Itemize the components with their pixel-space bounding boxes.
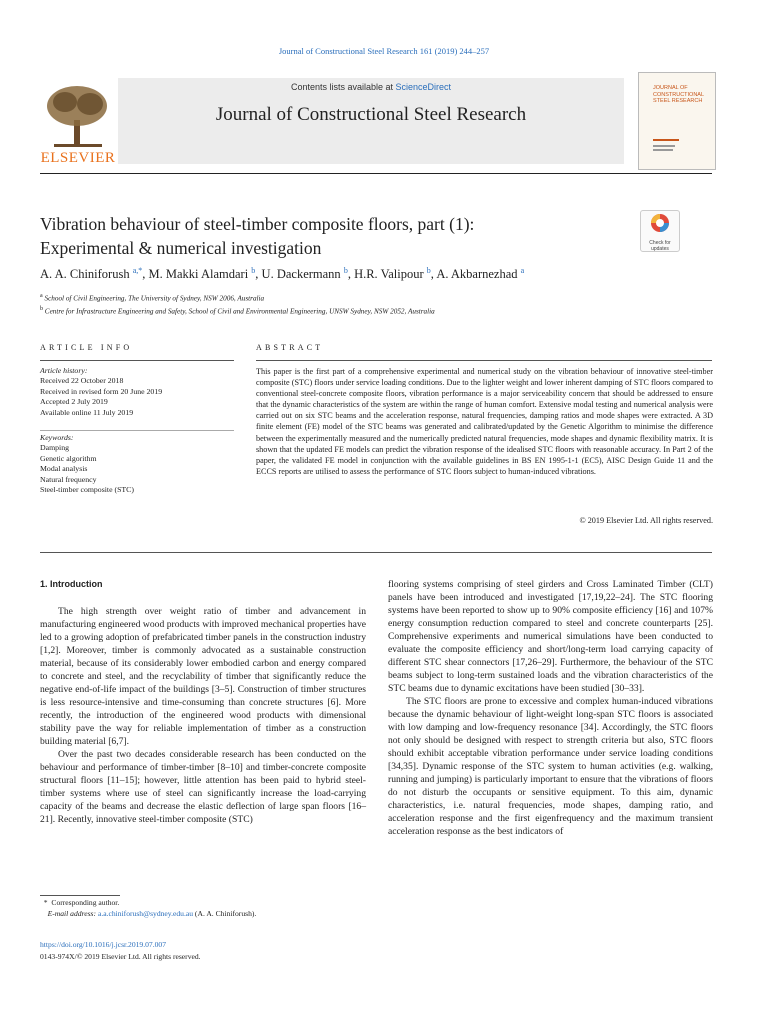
cover-decoration [653,145,675,147]
history-entry: Available online 11 July 2019 [40,407,134,417]
journal-title: Journal of Constructional Steel Research [215,104,527,125]
body-column-left [40,578,366,826]
keyword: Steel-timber composite (STC) [40,485,134,495]
author[interactable]: A. A. Chiniforush $^{a,*}$ [40,266,143,282]
cover-title: JOURNAL OF CONSTRUCTIONAL STEEL RESEARCH [653,85,704,104]
article-info-divider [40,360,234,361]
history-label: Article history: [40,366,88,375]
abstract-text: This paper is the first part of a comprehensive experimental and numerical study on the vibration behaviour of innovative steel-timber composite (STC) floors under service loading conditions. Due to the lighter weight and lower inherent damping of STC floors compared to conventional steel-concrete composite floors, vibration performance is a major serviceability concern that should be addressed to ensure that the dynamic characteristics of the system are within the range of human comfort. Extensive modal testing and numerical analysis were carried out on six STC beams and the acceleration response, natural frequencies, damping ratios and mode shapes were extracted. A 3D finite element (FE) model of the STC beams was generated and calibrated/updated by the Genetic Algorithm to minimise the difference between the experimentally measured and the numerically predicted natural frequencies, mode shapes and dynamic flexibility matrix. It is shown that the updated FE models can predict the vibration response of the idealised STC floors with reasonable accuracy. In Part 2 of the paper, the validated FE model in conjunction with the available guidelines in BS EN 1995-1-1 (EC5), AISC Design Guide 11 and the ECCS reports are utilised to assess the performance of STC floors subject to human-induced vibrations. [256,367,713,476]
title-line: Experimental & numerical investigation [40,238,322,258]
title-line: Vibration behaviour of steel-timber composite floors, part (1): [40,214,475,234]
crossmark-icon [641,211,679,235]
keyword: Damping [40,443,70,453]
author[interactable]: M. Makki Alamdari $^b$ [148,266,256,282]
body-paragraph: Over the past two decades considerable research has been conducted on the behaviour and performance of timber-timber [8–10] and timber-concrete composite structural floors [11–15]; however, little attention has been paid to hybrid steel-timber systems where use of steel can significantly increase the load-carrying capacity of the beams and decrease the elastic deflection of large span floors [16–21]. Recently, innovative steel-timber composite (STC) [40,749,366,825]
abstract-copyright: © 2019 Elsevier Ltd. All rights reserved. [579,516,713,525]
author-email-link[interactable]: a.a.chiniforush@sydney.edu.au [97,909,194,918]
check-for-updates-button[interactable] [640,210,680,252]
footnotes [40,897,366,919]
history-entry: Received in revised form 20 June 2019 [40,386,163,396]
article-history [40,366,234,418]
author[interactable]: A. Akbarnezhad $^a$ [436,266,525,282]
body-column-right [388,578,713,838]
affiliations [40,291,720,318]
author[interactable]: H.R. Valipour $^b$ [354,266,431,282]
email-note: E-mail address: a.a.chiniforush@sydney.edu.au (A. A. Chiniforush). [47,909,257,918]
keywords [40,433,234,495]
abstract-heading: ABSTRACT [256,343,324,352]
keywords-divider [40,430,234,431]
keyword: Genetic algorithm [40,453,97,463]
body-divider [40,552,712,553]
elsevier-logo [40,82,116,166]
crossmark-label: Check for updates [649,240,671,252]
article-info-heading: ARTICLE INFO [40,343,133,352]
abstract-divider [256,360,712,361]
header-divider [40,173,712,174]
contents-line [118,82,624,92]
contents-prefix: Contents lists available at [290,82,396,92]
body-paragraph: The STC floors are prone to excessive and complex human-induced vibrations because the dynamic behaviour of light-weight long-span STC floors is associated with low damping and low-frequency resonance [34]. Accordingly, the STC floors not only should be designed with respect to strength criteria but also, STC floors should exhibit acceptable vibration performance under service loading conditions [34,35]. Dynamic response of the STC system to human activities (e.g. walking, running and jumping) is particularly important to ensure that the vibrations of floors do not disturb the occupants or sensitive equipment. To this aim, dynamic characteristics, i.e. natural frequencies, mode shapes, damping ratio, and acceleration response and the first eigenfrequency and the maximum transient acceleration response as the best indicators of [388,696,713,837]
article-title [40,212,620,260]
sciencedirect-link[interactable]: ScienceDirect [395,82,452,92]
corresponding-author-note: * Corresponding author. [43,898,120,907]
footnote-divider [40,895,120,896]
affiliation: $^b$ Centre for Infrastructure Engineering and Safety, School of Civil and Environmental Engineering, UNSW Sydney, NSW 2052, Australia [40,306,435,316]
cover-decoration [653,139,679,141]
history-entry: Received 22 October 2018 [40,376,124,386]
body-paragraph: The high strength over weight ratio of timber and advancement in manufacturing engineered wood products with improved mechanical properties have led to a growing adoption of prefabricated timber panels in the construction industry [1,2]. Moreover, timber is commonly advocated as a sustainable construction material, because of its considerably lower embodied carbon and energy compared to concrete and steel, and the recyclability of timber that significantly reduce the negative end-of-life impact of the buildings [3–5]. Construction of timber structures is less resource-intensive and time-consuming than concrete structures [6]. More recently, the introduction of the engineered wood products with dimensional stability pave the way for reliable implementation of timber as a construction building material [6,7]. [40,606,366,747]
history-entry: Accepted 2 July 2019 [40,397,108,407]
author-list: A. A. Chiniforush $^{a,*}$, M. Makki Alamdari $^b$, U. Dackermann $^b$, H.R. Valipour $^b$, A. Akbarnezhad $^a$ [40,266,525,282]
author[interactable]: U. Dackermann $^b$ [261,266,348,282]
cover-decoration [653,149,673,151]
issn-copyright: 0143-974X/© 2019 Elsevier Ltd. All rights reserved. [40,952,201,961]
keyword: Modal analysis [40,464,88,474]
keywords-label: Keywords: [40,433,74,442]
section-heading: 1. Introduction [40,579,103,589]
body-paragraph: flooring systems comprising of steel girders and Cross Laminated Timber (CLT) panels have been introduced and investigated [17,19,22–24]. The STC flooring systems have been reported to show up to 90% composite efficiency [16] and 107% energy consumption reduction compared to steel and concrete counterparts [25]. Comprehensive experiments and numerical simulations have been conducted to evaluate the composite efficiency and short/long-term load carrying capacity of different STC shear connectors [17,26–29]. Furthermore, the behaviour of the STC beams subject to long-term sustained loads and the vibration characteristics of the STC beams due to dynamic excitations have been studied [30–33]. [388,579,713,694]
journal-cover-thumbnail[interactable] [638,72,716,170]
affiliation: $^a$ School of Civil Engineering, The University of Sydney, NSW 2006, Australia [40,293,265,303]
publisher-name: ELSEVIER [40,150,116,166]
keyword: Natural frequency [40,474,97,484]
journal-reference-link[interactable]: Journal of Constructional Steel Research 161 (2019) 244–257 [278,46,490,56]
doi-link[interactable]: https://doi.org/10.1016/j.jcsr.2019.07.007 [40,940,167,949]
